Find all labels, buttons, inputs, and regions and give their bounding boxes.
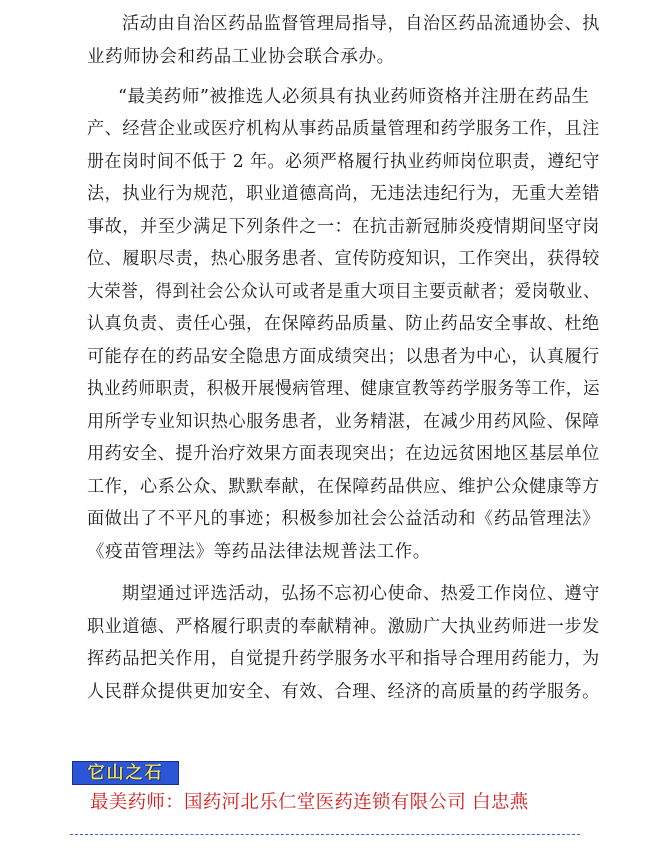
text-line: 挥药品把关作用，自觉提升药学服务水平和指导合理用药能力，为: [87, 649, 600, 669]
text-line: 可能存在的药品安全隐患方面成绩突出；以患者为中心，认真履行: [87, 347, 600, 367]
text-line: 工作，心系公众、默默奉献，在保障药品供应、维护公众健康等方: [87, 477, 600, 497]
text-line: 事故，并至少满足下列条件之一：在抗击新冠肺炎疫情期间坚守岗: [87, 217, 600, 237]
dashed-divider: [70, 834, 580, 835]
text-line: “最美药师”被推选人必须具有执业药师资格并注册在药品生: [118, 87, 590, 107]
text-line: 人民群众提供更加安全、有效、合理、经济的高质量的药学服务。: [87, 682, 600, 702]
text-line: 册在岗时间不低于 2 年。必须严格履行执业药师岗位职责，遵纪守: [87, 152, 600, 172]
featured-pharmacist-headline: 最美药师：国药河北乐仁堂医药连锁有限公司 白忠燕: [90, 792, 529, 813]
text-line: 大荣誉，得到社会公众认可或者是重大项目主要贡献者；爱岗敬业、: [87, 282, 601, 302]
text-line: 面做出了不平凡的事迹；积极参加社会公益活动和《药品管理法》: [87, 509, 600, 529]
text-line: 《疫苗管理法》等药品法律法规普法工作。: [87, 542, 431, 562]
text-line: 用药安全、提升治疗效果方面表现突出；在边远贫困地区基层单位: [87, 444, 600, 464]
text-line: 用所学专业知识热心服务患者，业务精湛，在减少用药风险、保障: [87, 412, 600, 432]
text-line: 位、履职尽责，热心服务患者、宣传防疫知识，工作突出，获得较: [87, 249, 600, 269]
text-line: 法，执业行为规范，职业道德高尚，无违法违纪行为，无重大差错: [87, 184, 600, 204]
section-badge: 它山之石: [72, 761, 179, 785]
text-line: 职业道德、严格履行职责的奉献精神。激励广大执业药师进一步发: [87, 617, 600, 637]
text-line: 活动由自治区药品监督管理局指导，自治区药品流通协会、执: [122, 14, 600, 34]
text-line: 产、经营企业或医疗机构从事药品质量管理和药学服务工作，且注: [87, 119, 600, 139]
text-line: 执业药师职责，积极开展慢病管理、健康宣教等药学服务等工作，运: [87, 379, 601, 399]
text-line: 期望通过评选活动，弘扬不忘初心使命、热爱工作岗位、遵守: [122, 584, 600, 604]
text-line: 业药师协会和药品工业协会联合承办。: [87, 47, 395, 67]
text-line: 认真负责、责任心强，在保障药品质量、防止药品安全事故、杜绝: [87, 314, 600, 334]
